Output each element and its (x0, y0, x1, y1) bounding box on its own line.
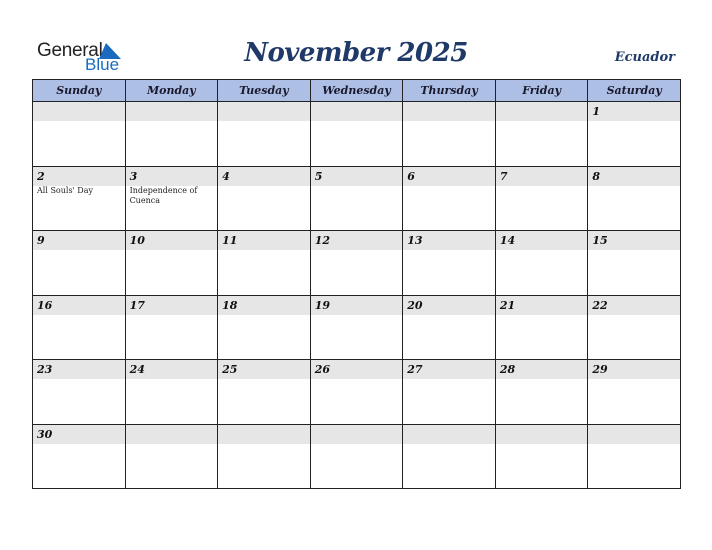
day-header-band (496, 425, 588, 444)
day-number: 7 (499, 169, 508, 183)
day-number: 15 (592, 234, 608, 247)
day-cell (403, 166, 496, 231)
day-header-band (311, 102, 403, 121)
calendar-grid (32, 79, 681, 489)
day-cell (218, 102, 311, 167)
day-header-band (496, 102, 588, 121)
weekday-header: Tuesday (218, 80, 311, 102)
day-number: 16 (37, 298, 53, 312)
day-number: 5 (314, 169, 323, 183)
day-cell (495, 231, 588, 296)
day-cell (125, 360, 218, 425)
day-cell (33, 295, 126, 360)
day-cell (403, 424, 496, 489)
country-label: Ecuador (614, 50, 675, 65)
day-cell (588, 424, 681, 489)
day-cell (125, 102, 218, 167)
day-cell (310, 295, 403, 360)
day-number: 3 (129, 169, 138, 183)
day-cell (495, 360, 588, 425)
day-cell (33, 166, 126, 231)
weekday-header: Saturday (588, 80, 681, 102)
day-cell (310, 102, 403, 167)
day-number: 12 (314, 234, 330, 247)
day-number: 13 (407, 234, 423, 247)
day-cell (125, 166, 218, 231)
day-header-band (33, 231, 125, 250)
day-cell (33, 231, 126, 296)
day-cell (495, 102, 588, 167)
day-cell (403, 231, 496, 296)
logo-word-general: General (37, 40, 103, 61)
day-header-band (403, 102, 495, 121)
day-number: 11 (222, 234, 238, 247)
day-number: 27 (407, 363, 423, 376)
day-cell (33, 102, 126, 167)
day-number: 10 (129, 234, 145, 247)
day-header-band (403, 167, 495, 186)
page-title: November 2025 (244, 38, 468, 68)
day-number: 4 (222, 169, 230, 183)
day-number: 28 (499, 363, 516, 376)
day-header-band (126, 425, 218, 444)
day-cell (218, 424, 311, 489)
day-header-band (403, 425, 495, 444)
day-cell (218, 360, 311, 425)
day-number: 30 (37, 427, 53, 441)
day-number: 18 (222, 298, 238, 312)
day-cell (495, 166, 588, 231)
weekday-header: Wednesday (310, 80, 403, 102)
day-header-band (218, 102, 310, 121)
day-cell (310, 231, 403, 296)
day-cell (218, 166, 311, 231)
week-row (33, 166, 681, 231)
day-number: 29 (592, 363, 608, 376)
day-number: 21 (499, 298, 516, 312)
week-row (33, 360, 681, 425)
day-cell (310, 360, 403, 425)
day-cell (218, 295, 311, 360)
day-number: 6 (407, 169, 415, 183)
day-header-band (496, 167, 588, 186)
weekday-header: Thursday (403, 80, 496, 102)
week-row (33, 102, 681, 167)
day-header-band (126, 167, 218, 186)
day-header-band (33, 102, 125, 121)
day-cell (310, 166, 403, 231)
week-row (33, 295, 681, 360)
day-cell (125, 295, 218, 360)
weekday-header: Monday (125, 80, 218, 102)
day-cell (588, 102, 681, 167)
day-cell (495, 424, 588, 489)
logo-word-blue: Blue (85, 55, 120, 74)
day-number: 9 (37, 234, 45, 247)
day-number: 23 (37, 363, 53, 376)
day-cell (125, 231, 218, 296)
day-header-band (588, 167, 680, 186)
day-header-band (588, 102, 680, 121)
day-cell (588, 295, 681, 360)
day-cell (495, 295, 588, 360)
weekday-header: Sunday (33, 80, 126, 102)
day-header-band (311, 425, 403, 444)
weekday-header: Friday (495, 80, 588, 102)
day-cell (310, 424, 403, 489)
day-header-band (218, 167, 310, 186)
day-header-band (311, 167, 403, 186)
day-number: 1 (592, 105, 601, 118)
day-header-band (33, 167, 125, 186)
week-row (33, 231, 681, 296)
day-number: 19 (314, 298, 330, 312)
day-cell (33, 360, 126, 425)
week-row (33, 424, 681, 489)
holiday-label: All Souls' Day (37, 185, 93, 195)
day-number: 17 (129, 298, 145, 312)
day-cell (588, 231, 681, 296)
day-number: 20 (407, 298, 423, 312)
day-number: 14 (499, 234, 516, 247)
day-header-band (218, 425, 310, 444)
day-cell (403, 295, 496, 360)
day-cell (125, 424, 218, 489)
day-number: 24 (129, 363, 145, 376)
day-number: 25 (222, 363, 238, 376)
day-cell (218, 231, 311, 296)
day-number: 26 (314, 363, 330, 376)
holiday-label: Independence of Cuenca (129, 185, 198, 205)
day-cell (588, 166, 681, 231)
day-cell (588, 360, 681, 425)
day-number: 2 (37, 169, 45, 183)
day-cell (33, 424, 126, 489)
day-number: 8 (592, 169, 601, 183)
weekday-header-row (33, 80, 681, 102)
day-cell (403, 360, 496, 425)
day-header-band (588, 425, 680, 444)
day-header-band (126, 102, 218, 121)
day-number: 22 (592, 298, 608, 312)
day-cell (403, 102, 496, 167)
